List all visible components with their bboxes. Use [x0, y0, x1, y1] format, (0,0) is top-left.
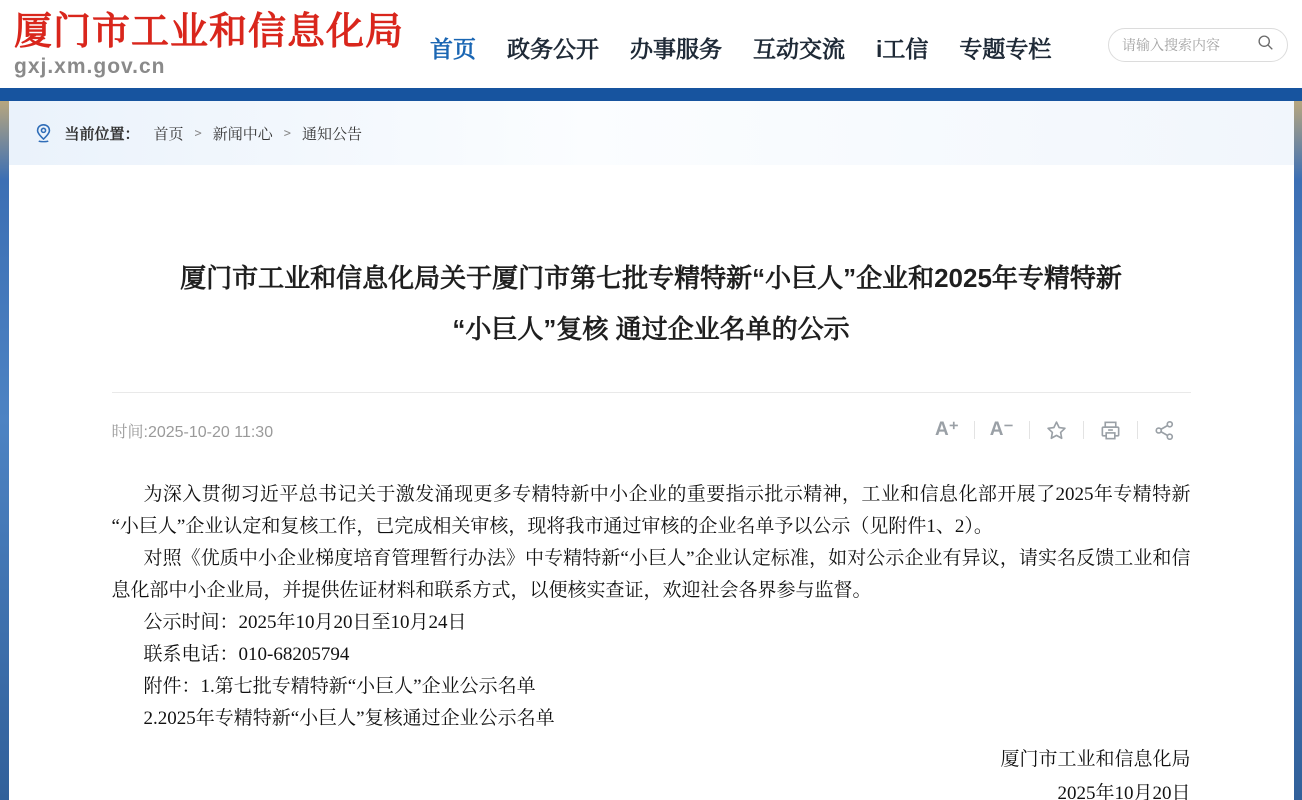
- breadcrumb-home[interactable]: 首页: [153, 125, 184, 143]
- article-attachment-1: 附件：1.第七批专精特新“小巨人”企业公示名单: [143, 676, 536, 697]
- page-title: [112, 253, 1191, 355]
- nav-item-interaction[interactable]: 互动交流: [753, 35, 846, 62]
- share-icon[interactable]: [1138, 419, 1191, 442]
- breadcrumb: [9, 101, 1294, 165]
- nav-item-services[interactable]: 办事服务: [630, 35, 723, 62]
- breadcrumb-separator: >: [283, 126, 292, 140]
- main-nav: [430, 31, 1051, 64]
- breadcrumb-label: 当前位置：: [64, 125, 140, 143]
- article-attachment-2: 2.2025年专精特新“小巨人”复核通过企业公示名单: [143, 708, 555, 729]
- print-icon[interactable]: [1084, 419, 1137, 442]
- site-logo[interactable]: [14, 10, 404, 79]
- location-pin-icon: [34, 123, 53, 144]
- page-container: [9, 101, 1294, 800]
- signature-agency: 厦门市工业和信息化局: [1000, 749, 1191, 770]
- page-title-line2: “小巨人”复核 通过企业名单的公示: [452, 314, 850, 344]
- site-logo-title: 厦门市工业和信息化局: [14, 10, 405, 53]
- article-body: [112, 479, 1191, 735]
- header-accent-bar: [0, 88, 1302, 101]
- font-decrease-button[interactable]: A⁻: [975, 418, 1029, 442]
- breadcrumb-news-center[interactable]: 新闻中心: [212, 125, 273, 143]
- article-toolbar: [920, 418, 1191, 442]
- article-publicity-period: 公示时间：2025年10月20日至10月24日: [143, 612, 467, 633]
- nav-item-igongxin[interactable]: i工信: [876, 35, 929, 62]
- nav-item-home[interactable]: 首页: [430, 35, 477, 62]
- search-input[interactable]: [1122, 37, 1257, 53]
- publish-time: 时间:2025-10-20 11:30: [111, 423, 274, 441]
- article-paragraph: 为深入贯彻习近平总书记关于激发涌现更多专精特新中小企业的重要指示批示精神，工业和信息化部开展了2025年专精特新“小巨人”企业认定和复核工作，已完成相关审核，现将我市通过审核的企业名单予以公示（见附件1、2）。: [111, 484, 1191, 537]
- page-title-line1: 厦门市工业和信息化局关于厦门市第七批专精特新“小巨人”企业和2025年专精特新: [180, 263, 1122, 293]
- site-logo-domain: gxj.xm.gov.cn: [14, 54, 166, 78]
- site-header: [0, 0, 1302, 88]
- favorite-star-icon[interactable]: [1030, 419, 1083, 442]
- nav-item-special-columns[interactable]: 专题专栏: [959, 35, 1052, 62]
- breadcrumb-separator: >: [194, 126, 202, 140]
- signature-date: 2025年10月20日: [1057, 783, 1191, 800]
- article-contact-phone: 联系电话：010-68205794: [143, 644, 350, 665]
- article: [9, 253, 1294, 800]
- search-box[interactable]: [1108, 28, 1288, 62]
- article-signature: [112, 743, 1191, 800]
- font-increase-button[interactable]: A⁺: [920, 418, 974, 442]
- search-icon[interactable]: [1257, 34, 1274, 56]
- article-paragraph: 对照《优质中小企业梯度培育管理暂行办法》中专精特新“小巨人”企业认定标准，如对公示企业有异议，请实名反馈工业和信息化部中小企业局，并提供佐证材料和联系方式，以便核实查证，欢迎社会各界参与监督。: [111, 548, 1191, 601]
- nav-item-gov-info[interactable]: 政务公开: [507, 35, 600, 62]
- breadcrumb-notices[interactable]: 通知公告: [302, 125, 363, 143]
- article-meta-row: [112, 393, 1191, 445]
